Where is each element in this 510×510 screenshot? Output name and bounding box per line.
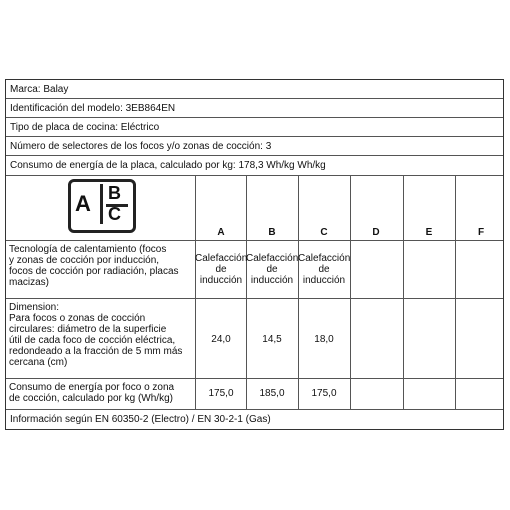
hob-type-row xyxy=(6,118,503,137)
selectors-row xyxy=(6,137,503,156)
model-row xyxy=(6,99,503,118)
zone-consumption-value-b: 185,0 xyxy=(259,388,285,399)
logo-letter-a: A xyxy=(75,191,91,216)
dimension-label: Dimension: Para focos o zonas de cocción circulares: diámetro de la superficie útil de cada foco de cocción eléctrica, redondeado a la fracción de 5 mm más cercana (cm) xyxy=(9,302,183,368)
column-header-d: D xyxy=(372,227,380,238)
grid-divider xyxy=(6,298,503,299)
dimension-value-a: 24,0 xyxy=(211,334,231,345)
hob-type-text: Tipo de placa de cocina: Eléctrico xyxy=(10,122,160,133)
technology-label: Tecnología de calentamiento (focos y zonas de cocción por inducción, focos de cocción por radiación, placas macizas) xyxy=(9,244,179,288)
technology-value-b: Calefacción de inducción xyxy=(246,253,299,286)
grid-divider xyxy=(455,176,456,409)
column-header-a: A xyxy=(217,227,225,238)
column-header-e: E xyxy=(425,227,433,238)
zones-grid xyxy=(6,176,503,409)
zone-consumption-value-c: 175,0 xyxy=(311,388,337,399)
grid-divider xyxy=(195,176,196,409)
grid-divider xyxy=(350,176,351,409)
grid-divider xyxy=(403,176,404,409)
footer-row xyxy=(6,409,503,429)
grid-divider xyxy=(246,176,247,409)
energy-label-table xyxy=(5,79,504,430)
footer-text: Información según EN 60350-2 (Electro) / EN 30-2-1 (Gas) xyxy=(10,414,271,425)
hob-consumption-text: Consumo de energía de la placa, calculado por kg: 178,3 Wh/kg Wh/kg xyxy=(10,160,326,171)
brand-row xyxy=(6,80,503,99)
column-header-b: B xyxy=(268,227,276,238)
grid-divider xyxy=(6,378,503,379)
grid-divider xyxy=(298,176,299,409)
hob-consumption-row xyxy=(6,156,503,176)
brand-text: Marca: Balay xyxy=(10,84,69,95)
zone-consumption-label: Consumo de energía por foco o zona de cocción, calculado por kg (Wh/kg) xyxy=(9,382,175,404)
technology-value-c: Calefacción de inducción xyxy=(298,253,351,286)
column-header-c: C xyxy=(320,227,328,238)
logo-right-panel xyxy=(100,184,129,224)
model-text: Identificación del modelo: 3EB864EN xyxy=(10,103,176,114)
column-header-f: F xyxy=(477,227,485,238)
logo-letter-c: C xyxy=(108,204,121,224)
technology-value-a: Calefacción de inducción xyxy=(195,253,248,286)
grid-divider xyxy=(6,240,503,241)
abc-class-logo xyxy=(68,179,136,233)
logo-letter-b: B xyxy=(108,183,121,203)
zone-consumption-value-a: 175,0 xyxy=(208,388,234,399)
selectors-text: Número de selectores de los focos y/o zonas de cocción: 3 xyxy=(10,141,272,152)
dimension-value-c: 18,0 xyxy=(314,334,334,345)
dimension-value-b: 14,5 xyxy=(262,334,282,345)
